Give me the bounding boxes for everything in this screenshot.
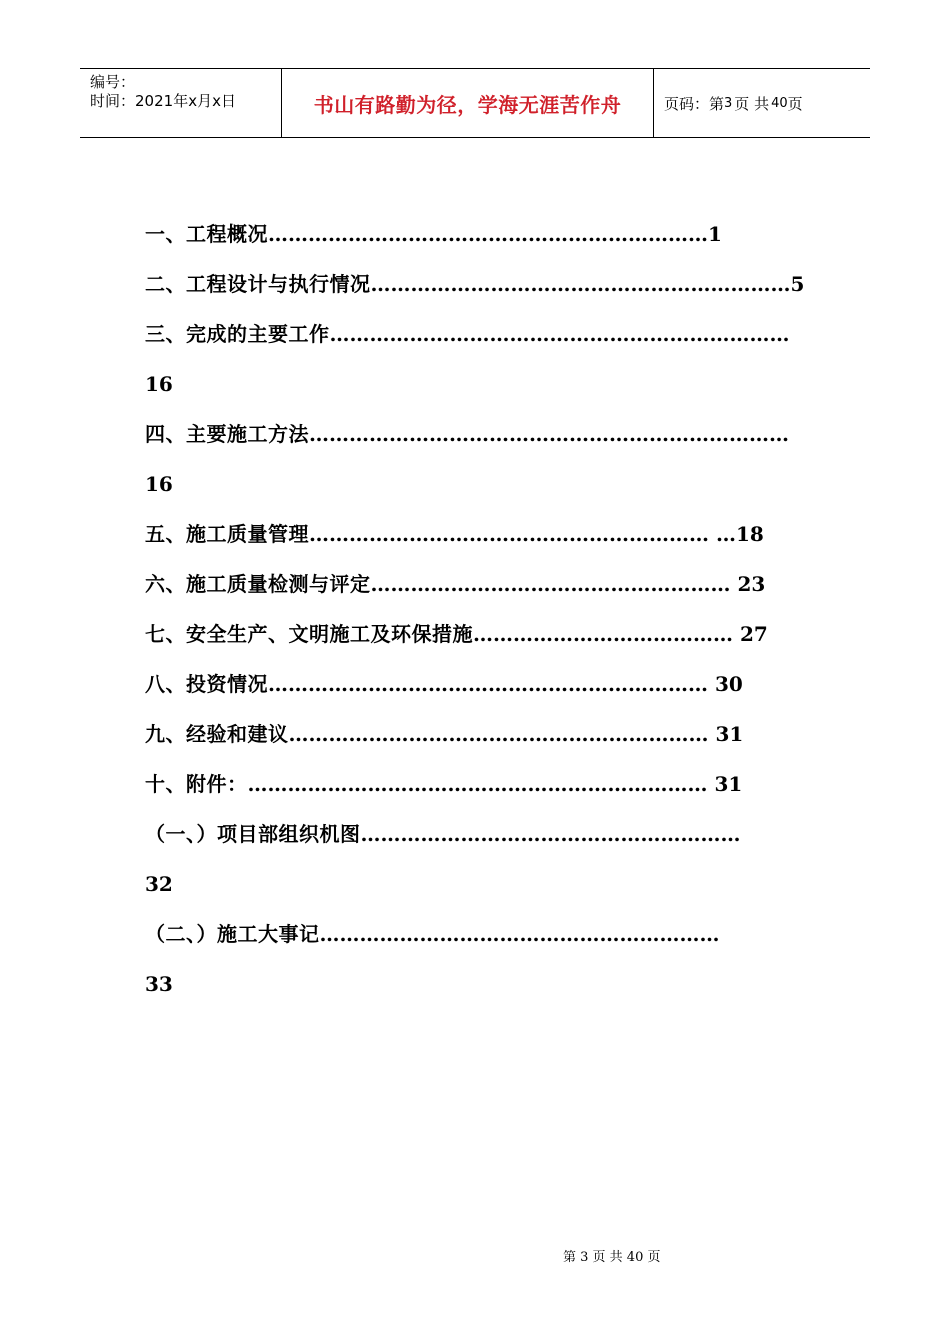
toc-entry-title: 八、投资情况	[145, 672, 268, 696]
toc-entry-page: 23	[737, 572, 766, 596]
footer-page-text: 第 3 页 共 40 页	[563, 1250, 661, 1265]
toc-entry[interactable]: 六、施工质量检测与评定……………………………………………… 23	[145, 572, 766, 596]
time-label: 时间：	[90, 92, 136, 110]
page-mid: 页 共	[734, 94, 770, 113]
toc-entry-title: 五、施工质量管理	[145, 522, 309, 546]
toc-entry[interactable]: （二、）施工大事记……………………………………………………	[145, 922, 720, 946]
toc-entry[interactable]: 四、主要施工方法………………………………………………………………	[145, 422, 789, 446]
page-number: 3	[724, 95, 733, 111]
toc-entry-title: 三、完成的主要工作	[145, 322, 330, 346]
toc-entry[interactable]: 九、经验和建议……………………………………………………… 31	[145, 722, 744, 746]
toc-entry-page: 5	[790, 272, 805, 296]
time-value: 2021年x月x日	[135, 92, 236, 110]
toc-entry-page-line: 16	[145, 472, 173, 496]
header-page-info	[654, 69, 870, 137]
toc-entry-page-line: 16	[145, 372, 173, 396]
toc-entry[interactable]: 二、工程设计与执行情况………………………………………………………5	[145, 272, 805, 296]
toc-entry[interactable]: 五、施工质量管理…………………………………………………… …18	[145, 522, 764, 546]
toc-entry-page: 27	[739, 622, 768, 646]
table-of-contents	[145, 209, 803, 1009]
toc-entry-page: 30	[714, 672, 743, 696]
toc-entry-title: 二、工程设计与执行情况	[145, 272, 371, 296]
toc-entry-page-line: 33	[145, 972, 173, 996]
toc-entry-title: 四、主要施工方法	[145, 422, 309, 446]
toc-entry-title: 七、安全生产、文明施工及环保措施	[145, 622, 473, 646]
time-line	[90, 92, 281, 111]
toc-entry-page: 18	[735, 522, 764, 546]
toc-entry-title: 九、经验和建议	[145, 722, 289, 746]
toc-entry-title: （一、）项目部组织机图	[145, 822, 361, 846]
toc-entry[interactable]: 一、工程概况…………………………………………………………1	[145, 222, 722, 246]
toc-entry[interactable]: 八、投资情况………………………………………………………… 30	[145, 672, 743, 696]
toc-entry-title: 一、工程概况	[145, 222, 268, 246]
page-label: 页码：第	[664, 94, 725, 113]
toc-entry-title: （二、）施工大事记	[145, 922, 320, 946]
page-header	[80, 68, 870, 138]
toc-entry-page: 1	[708, 222, 722, 246]
toc-entry[interactable]: 七、安全生产、文明施工及环保措施………………………………… 27	[145, 622, 768, 646]
page-total: 40	[771, 95, 788, 111]
toc-entry-page-line: 32	[145, 872, 173, 896]
toc-entry-page: 31	[715, 722, 744, 746]
toc-entry-title: 十、附件：	[145, 772, 248, 796]
toc-entry-page: 31	[714, 772, 743, 796]
header-left-cell	[80, 69, 281, 137]
header-motto: 书山有路勤为径，学海无涯苦作舟	[281, 69, 654, 137]
serial-label: 编号：	[90, 73, 136, 91]
toc-entry[interactable]: 十、附件：…………………………………………………………… 31	[145, 772, 743, 796]
toc-entry-title: 六、施工质量检测与评定	[145, 572, 371, 596]
toc-entry[interactable]: 三、完成的主要工作……………………………………………………………	[145, 322, 790, 346]
toc-entry[interactable]: （一、）项目部组织机图…………………………………………………	[145, 822, 741, 846]
page-end: 页	[787, 94, 803, 113]
